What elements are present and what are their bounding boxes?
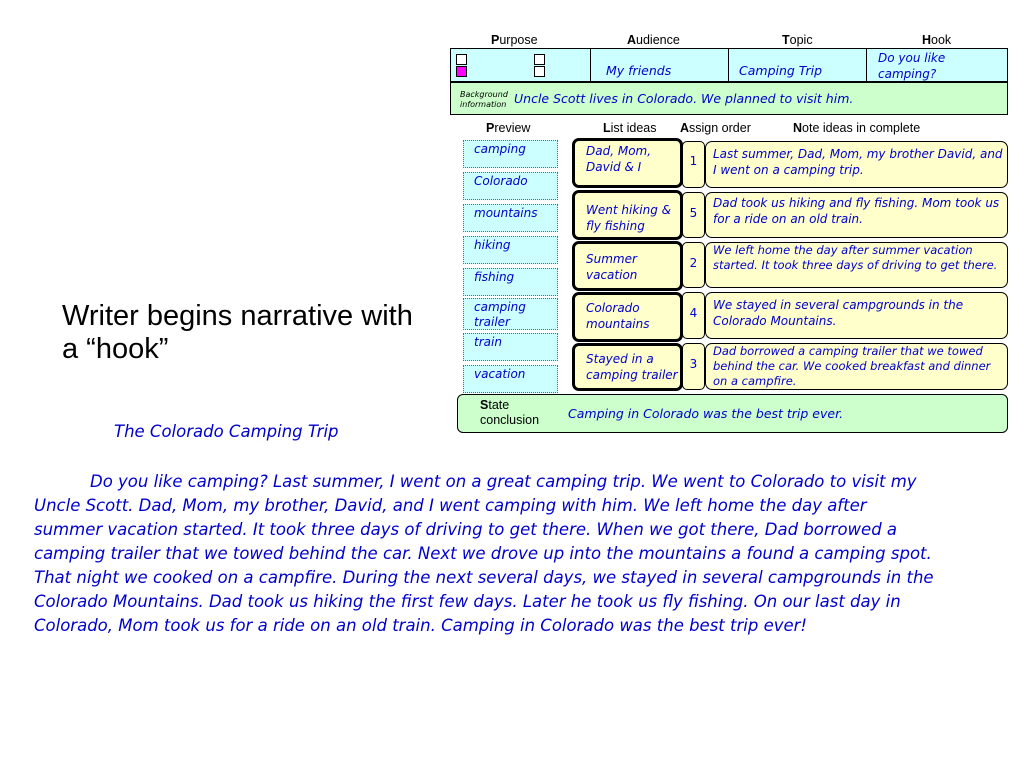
purpose-header: Purpose bbox=[491, 33, 538, 47]
purpose-checkbox-3[interactable] bbox=[534, 54, 545, 65]
hook-cell bbox=[866, 48, 1008, 82]
list-idea: Dad, Mom, David & I bbox=[572, 138, 683, 188]
note-idea: Last summer, Dad, Mom, my brother David, and I went on a camping trip. bbox=[705, 141, 1008, 188]
state-conclusion-text: Camping in Colorado was the best trip ever. bbox=[568, 406, 844, 421]
preview-header: Preview bbox=[486, 121, 531, 135]
purpose-checkbox-4[interactable] bbox=[534, 66, 545, 77]
list-idea: Stayed in a camping trailer bbox=[572, 343, 683, 391]
list-idea: Summer vacation bbox=[572, 241, 683, 291]
note-idea: We stayed in several campgrounds in the Colorado Mountains. bbox=[705, 292, 1008, 339]
audience-value: My friends bbox=[606, 63, 672, 78]
background-row bbox=[450, 82, 1008, 115]
order-number: 1 bbox=[682, 141, 705, 188]
background-text: Uncle Scott lives in Colorado. We planned to visit him. bbox=[514, 91, 854, 106]
preview-item: fishing bbox=[463, 268, 558, 296]
hook-value: Do you like camping? bbox=[878, 51, 946, 81]
audience-cell bbox=[590, 48, 729, 82]
purpose-cell bbox=[450, 48, 591, 82]
assign-order-header: Assign order bbox=[680, 121, 751, 135]
story-title: The Colorado Camping Trip bbox=[114, 422, 339, 441]
note-idea: Dad took us hiking and fly fishing. Mom took us for a ride on an old train. bbox=[705, 192, 1008, 238]
topic-value: Camping Trip bbox=[739, 63, 823, 78]
list-idea: Colorado mountains bbox=[572, 292, 683, 342]
purpose-checkbox-2[interactable] bbox=[456, 66, 467, 77]
list-idea: Went hiking & fly fishing bbox=[572, 190, 683, 240]
preview-item: hiking bbox=[463, 236, 558, 264]
preview-item: Colorado bbox=[463, 172, 558, 200]
purpose-checkbox-1[interactable] bbox=[456, 54, 467, 65]
state-conclusion-label: State conclusion bbox=[480, 398, 540, 427]
order-number: 5 bbox=[682, 192, 705, 238]
background-label: Background information bbox=[460, 90, 508, 109]
list-ideas-header: List ideas bbox=[603, 121, 657, 135]
preview-item: mountains bbox=[463, 204, 558, 232]
preview-item: camping trailer bbox=[463, 298, 558, 330]
preview-item: train bbox=[463, 333, 558, 361]
state-conclusion-box bbox=[457, 394, 1008, 433]
note-idea: Dad borrowed a camping trailer that we towed behind the car. We cooked breakfast and dinner on a campfire. bbox=[705, 343, 1008, 390]
topic-cell bbox=[728, 48, 867, 82]
order-number: 2 bbox=[682, 242, 705, 288]
note-ideas-header: Note ideas in complete bbox=[793, 121, 921, 135]
preview-item: camping bbox=[463, 140, 558, 168]
note-idea: We left home the day after summer vacation started. It took three days of driving to get there. bbox=[705, 242, 1008, 288]
topic-header: Topic bbox=[782, 33, 813, 47]
story-body: Do you like camping? Last summer, I went on a great camping trip. We went to Colorado to visit my Uncle Scott. Dad, Mom, my brother, David, and I went camping with him. We left home the day after summer vacation started. It took three days of driving to get there. When we got there, Dad borrowed a camping trailer that we towed behind the car. Next we drove up into the mountains a found a camping spot. That night we cooked on a campfire. During the next several days, we stayed in several campgrounds in the Colorado Mountains. Dad took us hiking the first few days. Later he took us fly fishing. On our last day in Colorado, Mom took us for a ride on an old train. Camping in Colorado was the best trip ever! bbox=[34, 472, 934, 635]
order-number: 3 bbox=[682, 343, 705, 390]
audience-header: Audience bbox=[627, 33, 680, 47]
hook-header: Hook bbox=[922, 33, 952, 47]
preview-item: vacation bbox=[463, 365, 558, 393]
hook-caption: Writer begins narrative with a “hook” bbox=[62, 300, 413, 365]
order-number: 4 bbox=[682, 292, 705, 339]
